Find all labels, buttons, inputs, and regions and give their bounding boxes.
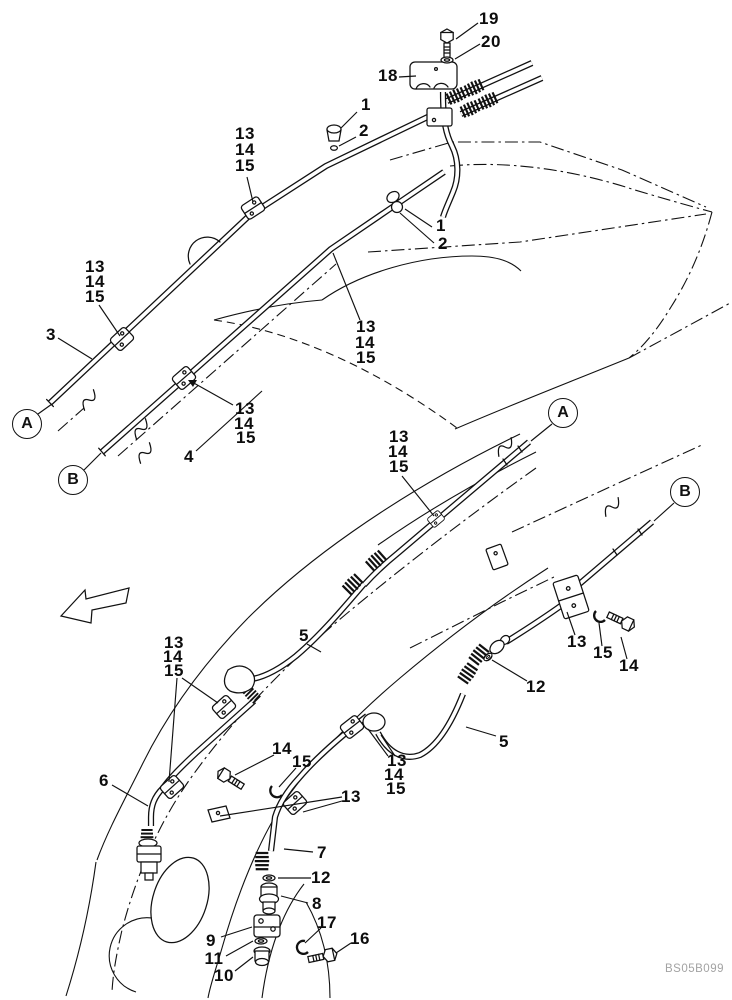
clamp-18 [410,62,457,89]
swivel-ribs [141,550,490,869]
callout-label-11-46: 11 [204,949,224,968]
bolt-14-mid [215,766,246,792]
callout-label-13-30: 13 [164,633,184,652]
callout-label-14-11: 14 [355,333,375,352]
pipe-from-B [577,522,652,586]
callout-label-15-7: 15 [235,156,255,175]
fitting-8 [260,883,279,914]
ref-bubble-B-3: B [670,477,700,507]
callout-label-19-0: 19 [479,9,499,28]
fitting-10 [254,947,270,966]
callout-label-18-2: 18 [378,66,398,85]
fitting-stack-6 [137,839,161,880]
callout-label-20-1: 20 [481,32,501,51]
callout-label-1-8: 1 [436,216,446,235]
callout-label-14-14: 14 [85,272,105,291]
callout-label-15-15: 15 [85,287,105,306]
callout-label-14-18: 14 [234,414,254,433]
callout-label-15-12: 15 [356,348,376,367]
callout-label-15-32: 15 [164,661,184,680]
callout-label-13-21: 13 [389,427,409,446]
hose-ends-top [446,63,542,118]
pipe-6 [151,701,254,826]
callout-label-12-41: 12 [311,868,331,887]
callout-label-10-47: 10 [214,966,234,985]
clip-15-right [594,611,605,622]
callout-label-14-38: 14 [384,765,404,784]
callout-label-12-27: 12 [526,677,546,696]
callout-label-13-37: 13 [387,751,407,770]
callout-label-15-23: 15 [389,457,409,476]
callout-label-17-43: 17 [317,913,337,932]
callout-label-6-33: 6 [99,771,109,790]
callout-label-5-28: 5 [299,626,309,645]
bolt-16 [307,947,338,965]
block-9 [254,915,280,937]
washer-2 [331,146,338,151]
callout-label-7-40: 7 [317,843,327,862]
callout-label-13-17: 13 [235,399,255,418]
clip-15-mid [270,786,282,797]
callout-label-14-22: 14 [388,442,408,461]
ref-bubble-A-2: A [548,398,578,428]
hose-5-right [378,694,463,757]
bolt-19 [441,29,453,58]
callout-label-13-10: 13 [356,317,376,336]
washer-11 [255,938,267,944]
bracket-upper [486,544,509,570]
callout-label-14-31: 14 [163,647,183,666]
bolt-14-right [605,609,637,632]
hose-elbow [224,666,254,693]
arm-outline [66,434,704,998]
plug-1 [327,125,341,141]
spur-pipe [506,605,562,642]
callout-label-13-13: 13 [85,257,105,276]
callout-label-2-9: 2 [438,234,448,253]
callout-label-3-16: 3 [46,325,56,344]
ref-bubble-B-1: B [58,465,88,495]
callout-label-15-19: 15 [236,428,256,447]
callout-label-16-44: 16 [350,929,370,948]
lower-assembly [66,424,704,998]
callout-label-5-29: 5 [499,732,509,751]
upper-assembly [38,23,732,470]
clamp-pipe6-bottom [159,774,185,799]
callout-label-2-4: 2 [359,121,369,140]
direction-arrow-icon [61,588,129,623]
callout-label-13-36: 13 [341,787,361,806]
bracket-lower [208,806,230,822]
figure-code: BS05B099 [665,963,724,975]
pipe-4 [99,172,444,456]
callout-label-14-6: 14 [235,140,255,159]
callout-label-4-20: 4 [184,447,194,466]
ball-joint [363,713,385,731]
callout-label-13-24: 13 [567,632,587,651]
callout-label-15-39: 15 [386,779,406,798]
callout-label-1-3: 1 [361,95,371,114]
mount-plate [427,108,452,126]
callout-label-9-45: 9 [206,931,216,950]
washer-20 [441,57,453,63]
callout-label-15-25: 15 [593,643,613,662]
callout-label-14-26: 14 [619,656,639,675]
ref-bubble-A-0: A [12,409,42,439]
callout-label-13-5: 13 [235,124,255,143]
callout-label-14-34: 14 [272,739,292,758]
callout-label-15-35: 15 [292,752,312,771]
callout-label-8-42: 8 [312,894,322,913]
o-ring-12-bottom [263,875,275,881]
clip-17 [297,941,308,954]
leader-lines-upper [38,23,480,470]
